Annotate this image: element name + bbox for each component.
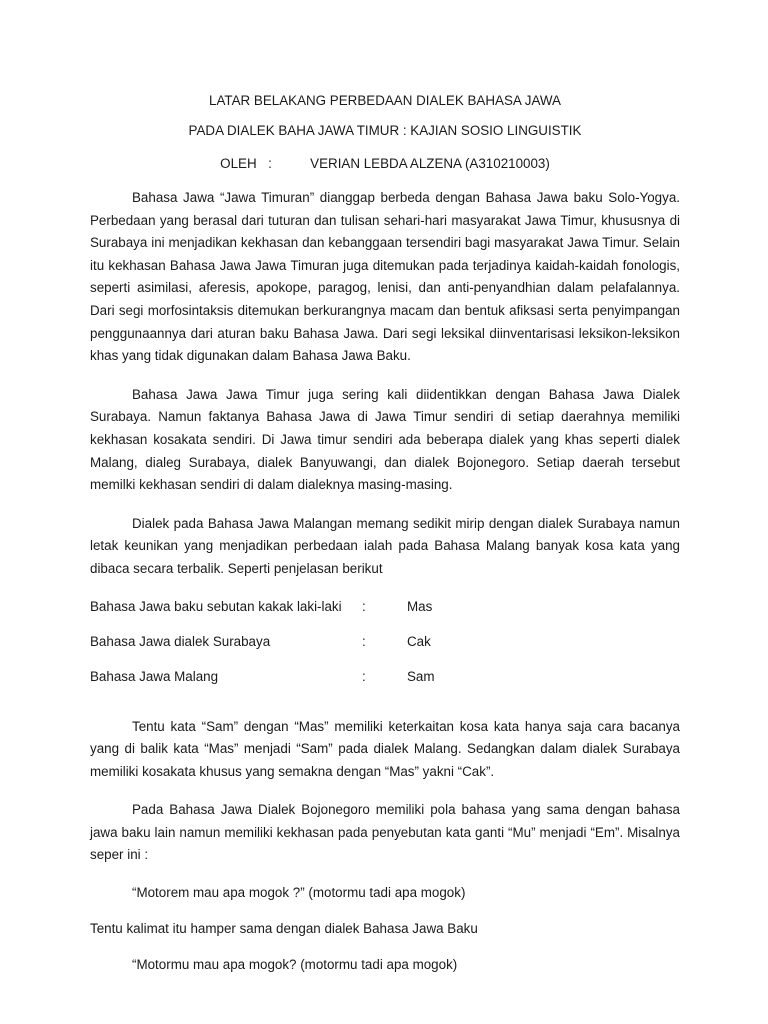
author-separator: : (268, 156, 272, 171)
comparison-row (90, 597, 680, 632)
comparison-colon: : (362, 668, 366, 684)
example-sentence: “Motorem mau apa mogok ?” (motormu tadi apa mogok) (132, 885, 466, 901)
author-byline (90, 155, 680, 173)
paragraph: Pada Bahasa Jawa Dialek Bojonegoro memiliki pola bahasa yang sama dengan bahasa jawa baku lain namun memiliki kekhasan pada penyebutan kata ganti “Mu” menjadi “Em”. Misalnya seper ini : (90, 802, 680, 863)
statement-line: Tentu kalimat itu hamper sama dengan dialek Bahasa Jawa Baku (90, 921, 478, 937)
comparison-row (90, 667, 680, 702)
comparison-term: Bahasa Jawa baku sebutan kakak laki-laki (90, 598, 342, 614)
author-name: VERIAN LEBDA ALZENA (A310210003) (310, 156, 550, 171)
author-label: OLEH (220, 156, 257, 171)
comparison-term: Bahasa Jawa Malang (90, 668, 219, 684)
comparison-value: Cak (407, 633, 431, 649)
paragraph: Bahasa Jawa “Jawa Timuran” dianggap berbeda dengan Bahasa Jawa baku Solo-Yogya. Perbedaan yang berasal dari tuturan dan tulisan sehari-hari masyarakat Jawa Timur, khususnya di Surabaya ini menjadikan kekhasan dan kebanggaan tersendiri bagi masyarakat Jawa Timur. Selain itu kekhasan Bahasa Jawa Jawa Timuran juga ditemukan pada terjadinya kaidah-kaidah fonologis, seperti asimilasi, aferesis, apokope, paragog, lenisi, dan anti-penyandhian dalam pelafalannya. Dari segi morfosintaksis ditemukan berkurangnya macam dan bentuk afiksasi serta penyimpangan penggunaannya dari aturan baku Bahasa Jawa. Dari segi leksikal diinventarisasi leksikon-leksikon khas yang tidak digunakan dalam Bahasa Jawa Baku. (90, 190, 680, 364)
comparison-colon: : (362, 598, 366, 614)
paragraph: Dialek pada Bahasa Jawa Malangan memang sedikit mirip dengan dialek Surabaya namun letak keunikan yang menjadikan perbedaan ialah pada Bahasa Malang banyak kosa kata yang dibaca secara terbalik. Seperti penjelasan berikut (90, 515, 680, 576)
comparison-value: Mas (407, 598, 433, 614)
document-body (90, 92, 680, 991)
paragraph: Bahasa Jawa Jawa Timur juga sering kali diidentikkan dengan Bahasa Jawa Dialek Surabaya. Namun faktanya Bahasa Jawa di Jawa Timur sendiri di setiap daerahnya memiliki kekhasan kosakata sendiri. Di Jawa timur sendiri ada beberapa dialek yang khas seperti dialek Malang, dialeg Surabaya, dialek Banyuwangi, dan dialek Bojonegoro. Setiap daerah tersebut memilki kekhasan sendiri di dalam dialeknya masing-masing. (90, 386, 680, 493)
comparison-list (90, 597, 680, 702)
paragraph: Tentu kata “Sam” dengan “Mas” memiliki keterkaitan kosa kata hanya saja cara bacanya yang di balik kata “Mas” menjadi “Sam” pada dialek Malang. Sedangkan dalam dialek Surabaya memiliki kosakata khusus yang semakna dengan “Mas” yakni “Cak”. (90, 718, 680, 779)
title-line-1: LATAR BELAKANG PERBEDAAN DIALEK BAHASA JAWA (209, 93, 561, 108)
comparison-term: Bahasa Jawa dialek Surabaya (90, 633, 271, 649)
title-line-2: PADA DIALEK BAHA JAWA TIMUR : KAJIAN SOSIO LINGUISTIK (188, 123, 582, 138)
comparison-colon: : (362, 633, 366, 649)
example-sentence: “Motormu mau apa mogok? (motormu tadi apa mogok) (132, 957, 458, 973)
comparison-row (90, 632, 680, 667)
comparison-value: Sam (407, 668, 435, 684)
